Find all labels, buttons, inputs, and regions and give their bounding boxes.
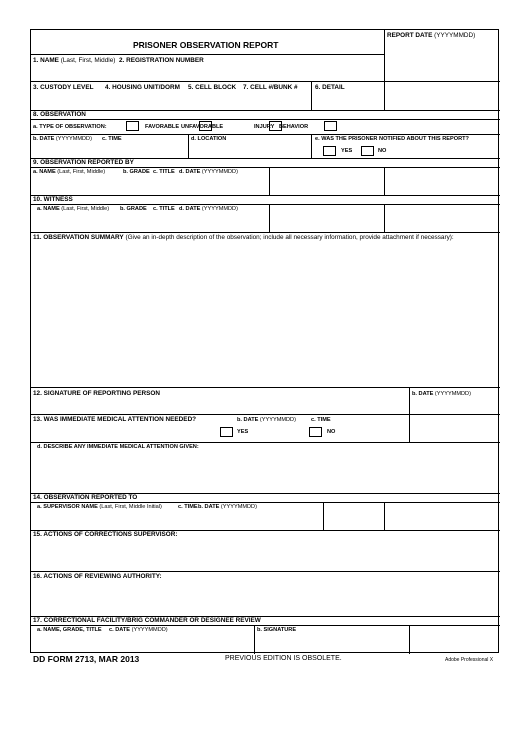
type-of-observation-label: a. TYPE OF OBSERVATION: [33,124,107,130]
observation-time-label: c. TIME [102,136,122,142]
favorable-checkbox[interactable] [126,121,139,131]
medical-attention-heading: 13. WAS IMMEDIATE MEDICAL ATTENTION NEEDED? [33,416,197,423]
detail-label: 6. DETAIL [315,84,345,91]
observation-date-time-field[interactable] [33,144,187,157]
divider [254,625,255,654]
reported-by-heading: 9. OBSERVATION REPORTED BY [33,159,134,166]
commander-signature-field[interactable] [256,634,408,652]
signature-reporting-heading: 12. SIGNATURE OF REPORTING PERSON [33,390,161,397]
signature-date-field[interactable] [411,398,498,413]
divider [31,387,500,388]
witness-title-label: c. TITLE [153,206,175,212]
divider [31,204,500,205]
favorable-label: FAVORABLE [145,124,180,130]
divider [31,414,500,415]
behavior-checkbox[interactable] [324,121,337,131]
detail-field[interactable] [314,92,383,109]
divider [409,625,410,654]
divider [31,625,500,626]
name-label: 1. NAME (Last, First, Middle) [33,57,116,64]
supervisor-name-label: a. SUPERVISOR NAME (Last, First, Middle Initial) [37,504,162,510]
divider [269,204,270,232]
medical-yes-checkbox[interactable] [220,427,233,437]
divider [269,167,270,195]
reviewing-authority-field[interactable] [33,582,497,614]
divider [31,442,500,443]
commander-name-label: a. NAME, GRADE, TITLE [37,627,102,633]
reporting-signature-field[interactable] [33,398,408,413]
cell-bunk-label: 7. CELL #/BUNK # [243,84,298,91]
medical-describe-label: d. DESCRIBE ANY IMMEDIATE MEDICAL ATTENTION GIVEN: [37,444,199,450]
reported-by-name-label: a. NAME (Last, First, Middle) [33,169,106,175]
location-field[interactable] [190,144,310,157]
observation-summary-label: 11. OBSERVATION SUMMARY (Give an in-depth description of the observation; include all necessary information, provide attachment if necessary): [33,234,454,241]
divider [384,167,385,195]
medical-time-label: c. TIME [311,417,331,423]
divider [311,81,312,110]
divider [31,110,500,111]
divider [188,134,189,158]
divider [409,414,410,442]
location-label: d. LOCATION [191,136,227,142]
observation-heading: 8. OBSERVATION [33,111,86,118]
unfavorable-label: UNFAVORABLE [181,124,224,130]
commander-name-field[interactable] [33,634,253,652]
form-number: DD FORM 2713, MAR 2013 [33,654,140,664]
witness-name-label: a. NAME (Last, First, Middle) [37,206,110,212]
divider [31,571,500,572]
notified-yes-label: YES [341,148,353,154]
injury-label: INJURY [254,124,275,130]
divider [31,54,384,55]
witness-heading: 10. WITNESS [33,196,73,203]
divider [31,81,500,82]
divider [323,502,324,530]
obsolete-notice: PREVIOUS EDITION IS OBSOLETE. [225,655,342,662]
name-registration-field[interactable] [33,64,383,80]
medical-description-field[interactable] [33,452,497,492]
housing-unit-label: 4. HOUSING UNIT/DORM [105,84,180,91]
prisoner-observation-form [30,29,499,653]
divider [384,204,385,232]
reported-by-title-label: c. TITLE [153,169,175,175]
form-title: PRISONER OBSERVATION REPORT [133,40,279,50]
divider [31,232,500,233]
custody-housing-field[interactable] [33,92,310,109]
custody-level-label: 3. CUSTODY LEVEL [33,84,94,91]
cell-block-label: 5. CELL BLOCK [188,84,237,91]
software-note: Adobe Professional X [445,657,494,663]
notified-no-label: NO [378,148,387,154]
medical-yes-label: YES [237,429,249,435]
reported-to-date-label: b. DATE (YYYYMMDD) [198,504,257,510]
divider [31,134,500,135]
witness-field[interactable] [33,213,268,231]
divider [311,134,312,158]
observation-date-label: b. DATE (YYYYMMDD) [33,136,92,142]
notified-yes-checkbox[interactable] [323,146,336,156]
prisoner-notified-question: e. WAS THE PRISONER NOTIFIED ABOUT THIS REPORT? [315,136,469,142]
registration-number-label: 2. REGISTRATION NUMBER [119,57,204,64]
divider [384,81,385,110]
medical-no-label: NO [327,429,336,435]
divider [31,167,500,168]
divider [409,387,410,414]
reported-by-field[interactable] [33,176,268,194]
report-date-field[interactable] [385,39,499,56]
reported-to-heading: 14. OBSERVATION REPORTED TO [33,494,138,501]
corrections-supervisor-heading: 15. ACTIONS OF CORRECTIONS SUPERVISOR: [33,531,178,538]
observation-summary-field[interactable] [33,252,497,385]
signature-date-label: b. DATE (YYYYMMDD) [412,391,471,397]
divider [31,502,500,503]
reported-to-time-label: c. TIME [178,504,198,510]
reported-by-date-label: d. DATE (YYYYMMDD) [179,169,238,175]
report-date-label: REPORT DATE (YYYYMMDD) [387,32,476,39]
reported-by-grade-label: b. GRADE [123,169,150,175]
divider [31,119,500,120]
witness-grade-label: b. GRADE [120,206,147,212]
medical-no-checkbox[interactable] [309,427,322,437]
behavior-label: BEHAVIOR [279,124,309,130]
commander-date-label: c. DATE (YYYYMMDD) [109,627,168,633]
corrections-supervisor-field[interactable] [33,540,497,570]
witness-date-label: d. DATE (YYYYMMDD) [179,206,238,212]
notified-no-checkbox[interactable] [361,146,374,156]
medical-date-label: b. DATE (YYYYMMDD) [237,417,296,423]
reviewing-authority-heading: 16. ACTIONS OF REVIEWING AUTHORITY: [33,573,162,580]
divider [31,195,500,196]
commander-review-heading: 17. CORRECTIONAL FACILITY/BRIG COMMANDER OR DESIGNEE REVIEW [33,617,261,624]
supervisor-field[interactable] [33,511,322,529]
divider [384,502,385,530]
commander-signature-label: b. SIGNATURE [257,627,297,633]
